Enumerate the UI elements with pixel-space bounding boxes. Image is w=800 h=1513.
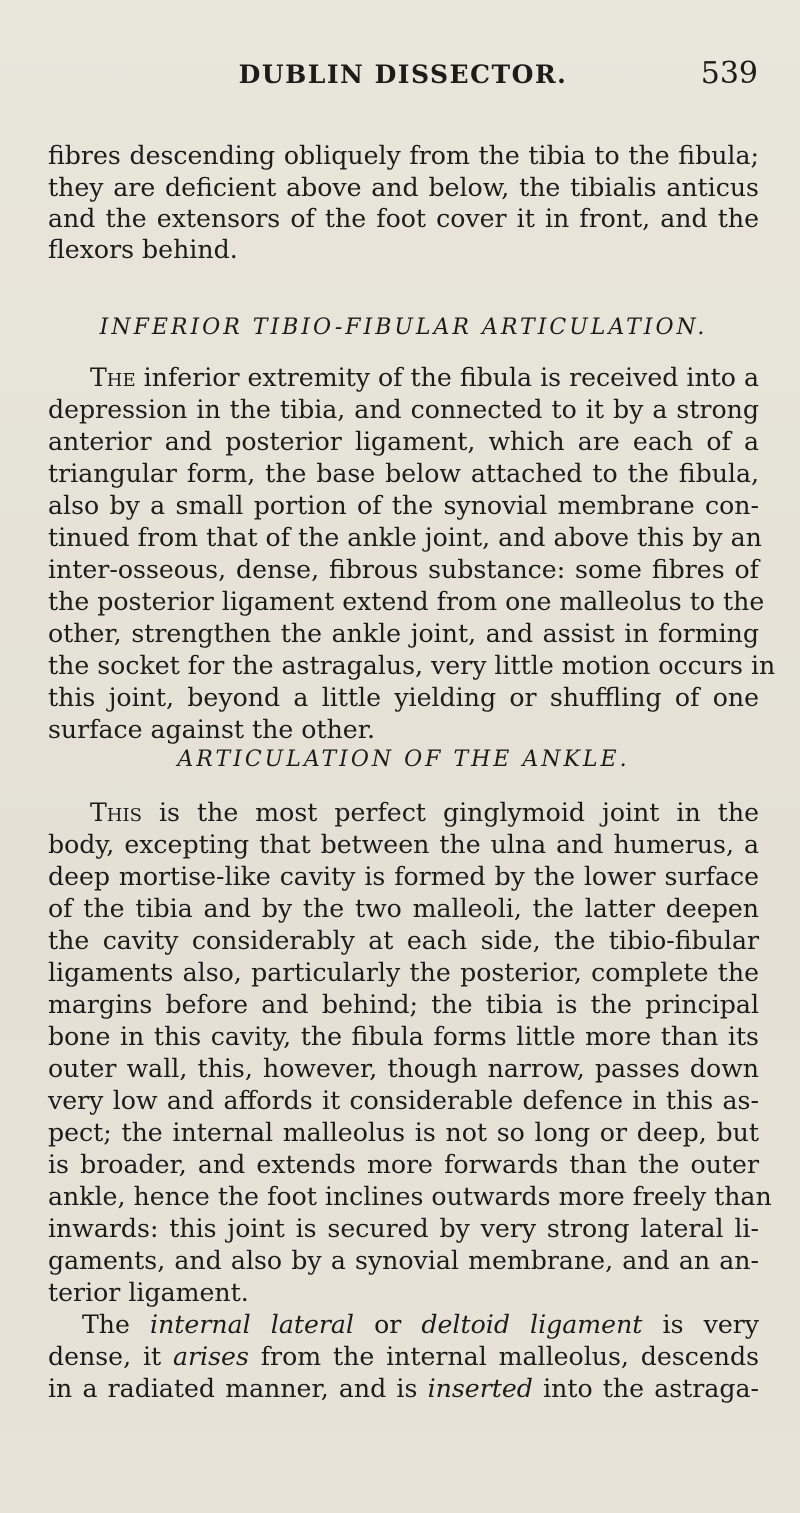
text-line: this joint, beyond a little yielding or shuffling of one xyxy=(48,683,759,712)
text-span: or xyxy=(353,1310,422,1339)
text-span: dense, it xyxy=(48,1342,173,1371)
text-line: body, excepting that between the ulna and humerus, a xyxy=(48,830,759,859)
text-line: depression in the tibia, and connected to it by a strong xyxy=(48,395,759,424)
text-line xyxy=(90,797,759,829)
text-span: inferior extremity of the fibula is received into a xyxy=(135,363,759,392)
text-line: inwards: this joint is secured by very strong lateral li- xyxy=(48,1214,759,1243)
text-line: very low and affords it considerable defence in this as- xyxy=(48,1086,759,1115)
text-line: outer wall, this, however, though narrow, passes down xyxy=(48,1054,759,1083)
text-span: from the internal malleolus, descends xyxy=(248,1342,759,1371)
text-span: in a radiated manner, and is xyxy=(48,1374,428,1403)
text-line: margins before and behind; the tibia is the principal xyxy=(48,990,759,1019)
text-line: terior ligament. xyxy=(48,1278,249,1307)
italic-term: arises xyxy=(173,1342,249,1371)
text-line: anterior and posterior ligament, which are each of a xyxy=(48,427,759,456)
text-line: gaments, and also by a synovial membrane, and an an- xyxy=(48,1246,759,1275)
section-heading-tibio-fibular: INFERIOR TIBIO-FIBULAR ARTICULATION. xyxy=(99,315,708,340)
text-line: they are deficient above and below, the tibialis anticus xyxy=(48,173,759,202)
text-line: tinued from that of the ankle joint, and above this by an xyxy=(48,523,762,552)
text-line xyxy=(48,1341,759,1373)
italic-term: deltoid ligament xyxy=(421,1310,643,1339)
text-line: is broader, and extends more forwards than the outer xyxy=(48,1150,759,1179)
text-line: and the extensors of the foot cover it in front, and the xyxy=(48,204,759,233)
text-line xyxy=(90,362,759,394)
text-line: bone in this cavity, the fibula forms little more than its xyxy=(48,1022,759,1051)
italic-term: inserted xyxy=(427,1374,533,1403)
text-line: triangular form, the base below attached to the fibula, xyxy=(48,459,759,488)
section-heading-ankle: ARTICULATION OF THE ANKLE. xyxy=(177,747,630,772)
text-line: other, strengthen the ankle joint, and assist in forming xyxy=(48,619,759,648)
page-number: 539 xyxy=(700,56,758,91)
text-line: the socket for the astragalus, very little motion occurs in xyxy=(48,651,776,680)
text-span: into the astraga- xyxy=(532,1374,759,1403)
text-line: ankle, hence the foot inclines outwards more freely than xyxy=(48,1182,772,1211)
text-line: the posterior ligament extend from one malleolus to the xyxy=(48,587,765,616)
text-line xyxy=(82,1309,759,1341)
text-line: fibres descending obliquely from the tibia to the fibula; xyxy=(48,141,759,170)
text-line: ligaments also, particularly the posterior, complete the xyxy=(48,958,759,987)
text-span: is the most perfect ginglymoid joint in the xyxy=(141,798,759,827)
text-span: The xyxy=(82,1310,151,1339)
text-line: pect; the internal malleolus is not so long or deep, but xyxy=(48,1118,759,1147)
text-line: flexors behind. xyxy=(48,235,238,264)
text-span: is very xyxy=(642,1310,759,1339)
running-head xyxy=(48,56,758,100)
text-line: deep mortise-like cavity is formed by the lower surface xyxy=(48,862,759,891)
italic-term: internal lateral xyxy=(150,1310,354,1339)
lead-word: This xyxy=(90,798,142,827)
lead-word: The xyxy=(90,363,136,392)
text-line: the cavity considerably at each side, the tibio-fibular xyxy=(48,926,759,955)
text-line xyxy=(48,1373,759,1405)
text-line: surface against the other. xyxy=(48,715,375,744)
running-title: DUBLIN DISSECTOR. xyxy=(238,60,568,89)
text-line: also by a small portion of the synovial membrane con- xyxy=(48,491,759,520)
text-line: inter-osseous, dense, fibrous substance: some fibres of xyxy=(48,555,759,584)
text-line: of the tibia and by the two malleoli, the latter deepen xyxy=(48,894,759,923)
